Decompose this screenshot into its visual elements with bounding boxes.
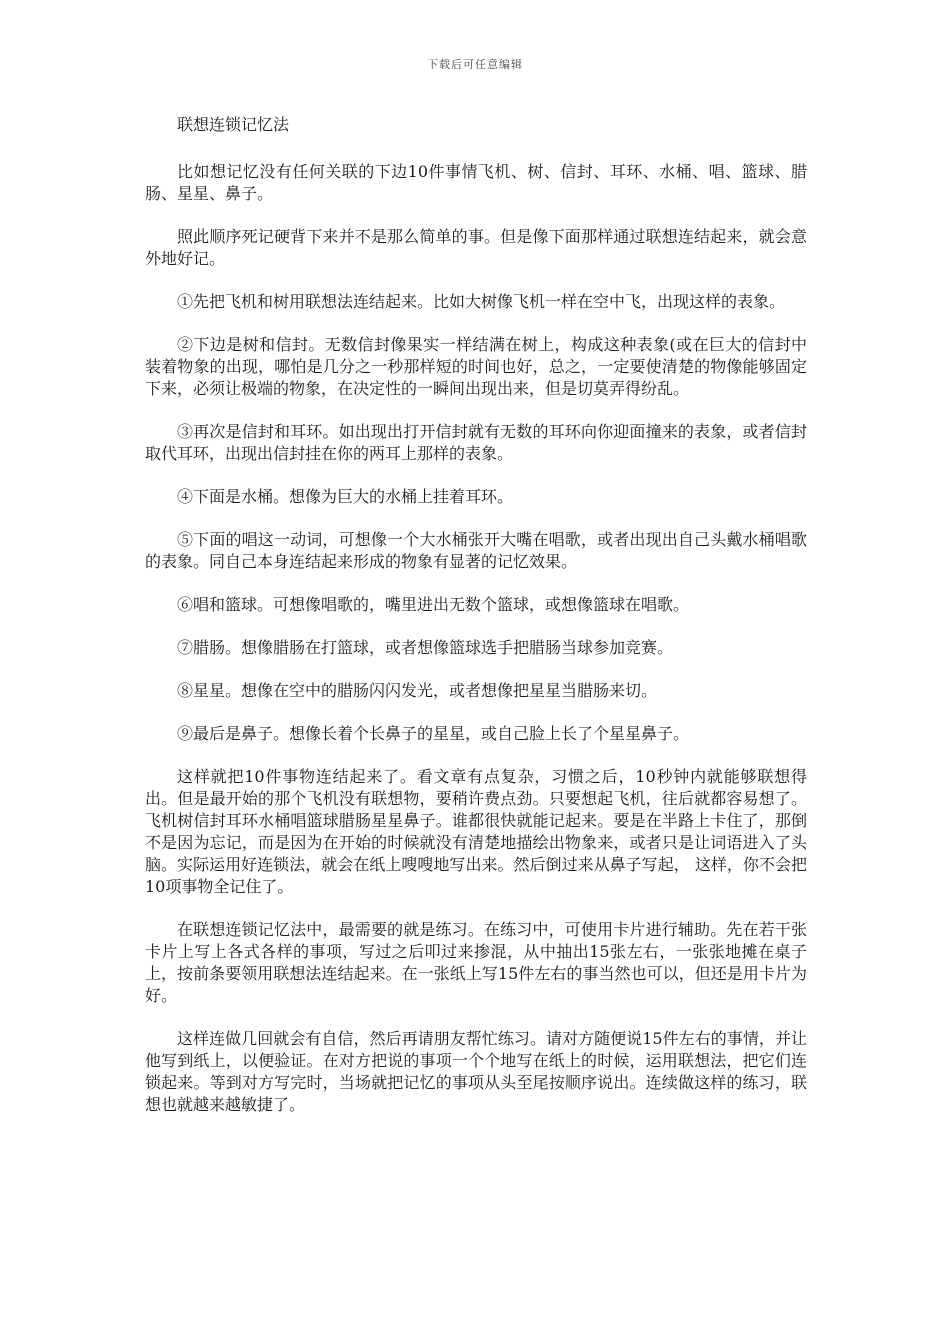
paragraph-step-9: ⑨最后是鼻子。想像长着个长鼻子的星星，或自己脸上长了个星星鼻子。 — [177, 724, 690, 743]
paragraph-step-5: ⑤下面的唱这一动词，可想像一个大水桶张开大嘴在唱歌，或者出现出自己头戴水桶唱歌的表象。同自己本身连结起来形成的物象有显著的记忆效果。 — [145, 530, 807, 571]
document-title: 联想连锁记忆法 — [177, 115, 290, 134]
paragraph-partner-practice: 这样连做几回就会有自信，然后再请朋友帮忙练习。请对方随便说15件左右的事情，并让他写到纸上，以便验证。在对方把说的事项一个个地写在纸上的时候，运用联想法，把它们连锁起来。等到对方写完时，当场就把记忆的事项从头至尾按顺序说出。连续做这样的练习，联想也就越来越敏捷了。 — [145, 1029, 807, 1114]
page-header: 下载后可任意编辑 — [427, 58, 523, 71]
paragraph-step-1: ①先把飞机和树用联想法连结起来。比如大树像飞机一样在空中飞，出现这样的表象。 — [177, 292, 786, 311]
paragraph-practice: 在联想连锁记忆法中，最需要的就是练习。在练习中，可使用卡片进行辅助。先在若干张卡片上写上各式各样的事项，写过之后叩过来掺混，从中抽出15张左右，一张张地摊在桌子上，按前条要领用联想法连结起来。在一张纸上写15件左右的事当然也可以，但还是用卡片为好。 — [145, 920, 807, 1005]
document-body — [145, 114, 807, 1137]
paragraph-step-8: ⑧星星。想像在空中的腊肠闪闪发光，或者想像把星星当腊肠来切。 — [177, 681, 658, 700]
paragraph-step-6: ⑥唱和篮球。可想像唱歌的，嘴里进出无数个篮球，或想像篮球在唱歌。 — [177, 595, 690, 614]
paragraph-step-2: ②下边是树和信封。无数信封像果实一样结满在树上，构成这种表象(或在巨大的信封中装着物象的出现，哪怕是几分之一秒那样短的时间也好，总之，一定要使清楚的物像能够固定下来，必须让极端的物象，在决定性的一瞬间出现出来，但是切莫弄得纷乱。 — [145, 335, 807, 398]
paragraph-step-3: ③再次是信封和耳环。如出现出打开信封就有无数的耳环向你迎面撞来的表象，或者信封取代耳环，出现出信封挂在你的两耳上那样的表象。 — [145, 422, 807, 463]
paragraph-step-7: ⑦腊肠。想像腊肠在打篮球，或者想像篮球选手把腊肠当球参加竞赛。 — [177, 638, 674, 657]
paragraph-intro: 比如想记忆没有任何关联的下边10件事情飞机、树、信封、耳环、水桶、唱、篮球、腊肠、星星、鼻子。 — [145, 162, 807, 203]
paragraph-method: 照此顺序死记硬背下来并不是那么简单的事。但是像下面那样通过联想连结起来，就会意外地好记。 — [145, 227, 807, 268]
paragraph-summary: 这样就把10件事物连结起来了。看文章有点复杂，习惯之后，10秒钟内就能够联想得出。但是最开始的那个飞机没有联想物，要稍许费点劲。只要想起飞机，往后就都容易想了。飞机树信封耳环水桶唱篮球腊肠星星鼻子。谁都很快就能记起来。要是在半路上卡住了，那倒不是因为忘记，而是因为在开始的时候就没有清楚地描绘出物象来，或者只是让词语进入了头脑。实际运用好连锁法，就会在纸上嗖嗖地写出来。然后倒过来从鼻子写起， 这样，你不会把10项事物全记住了。 — [145, 767, 807, 896]
paragraph-step-4: ④下面是水桶。想像为巨大的水桶上挂着耳环。 — [177, 487, 514, 506]
